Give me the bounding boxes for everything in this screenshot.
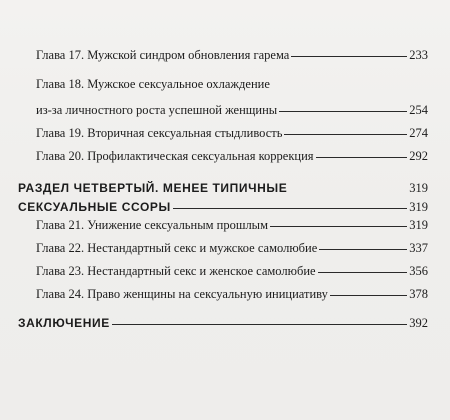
toc-page-number: 274 [409,126,428,140]
toc-leader-line [279,111,407,112]
toc-page-number: 319 [409,200,428,214]
section-heading: ЗАКЛЮЧЕНИЕ [18,316,110,330]
toc-page-number: 233 [409,48,428,62]
toc-section-4-line1 [18,181,428,196]
toc-conclusion [18,316,428,331]
toc-entry-chapter-19 [36,126,428,141]
toc-leader-line [291,56,407,57]
toc-entry-chapter-17 [36,48,428,63]
toc-page-number: 254 [409,103,428,117]
toc-entry-chapter-18-line1: Глава 18. Мужское сексуальное охлаждение [36,77,270,91]
toc-entry-chapter-22 [36,241,428,256]
toc-entry-title: Глава 24. Право женщины на сексуальную инициативу [36,287,328,301]
toc-entry-chapter-20 [36,149,428,164]
toc-entry-title: Глава 23. Нестандартный секс и женское самолюбие [36,264,316,278]
toc-entry-chapter-23 [36,264,428,279]
toc-page-number: 319 [409,218,428,232]
section-heading: РАЗДЕЛ ЧЕТВЕРТЫЙ. МЕНЕЕ ТИПИЧНЫЕ [18,181,288,195]
toc-entry-title: Глава 22. Нестандартный секс и мужское самолюбие [36,241,318,255]
toc-leader-line [270,226,407,227]
toc-leader-line [316,157,408,158]
toc-entry-title: из-за личностного роста успешной женщины [36,103,278,117]
toc-leader-line [112,324,407,325]
toc-leader-line [284,134,407,135]
toc-leader-line [318,272,408,273]
toc-entry-title: Глава 20. Профилактическая сексуальная коррекция [36,149,314,163]
toc-section-4-line2 [18,200,428,215]
toc-page-number: 319 [409,181,428,195]
toc-leader-line [330,295,407,296]
toc-leader-line [173,208,407,209]
toc-entry-title: Глава 21. Унижение сексуальным прошлым [36,218,268,232]
toc-entry-title: Глава 19. Вторичная сексуальная стыдливость [36,126,283,140]
toc-page-number: 292 [409,149,428,163]
toc-entry-chapter-24 [36,287,428,302]
section-heading: СЕКСУАЛЬНЫЕ ССОРЫ [18,200,171,214]
toc-entry-chapter-18 [36,103,428,118]
toc-leader-line [319,249,407,250]
toc-page-number: 356 [409,264,428,278]
toc-page-number: 378 [409,287,428,301]
toc-page-number: 337 [409,241,428,255]
toc-entry-title: Глава 17. Мужской синдром обновления гарема [36,48,290,62]
toc-page-number: 392 [409,316,428,330]
toc-entry-chapter-21 [36,218,428,233]
